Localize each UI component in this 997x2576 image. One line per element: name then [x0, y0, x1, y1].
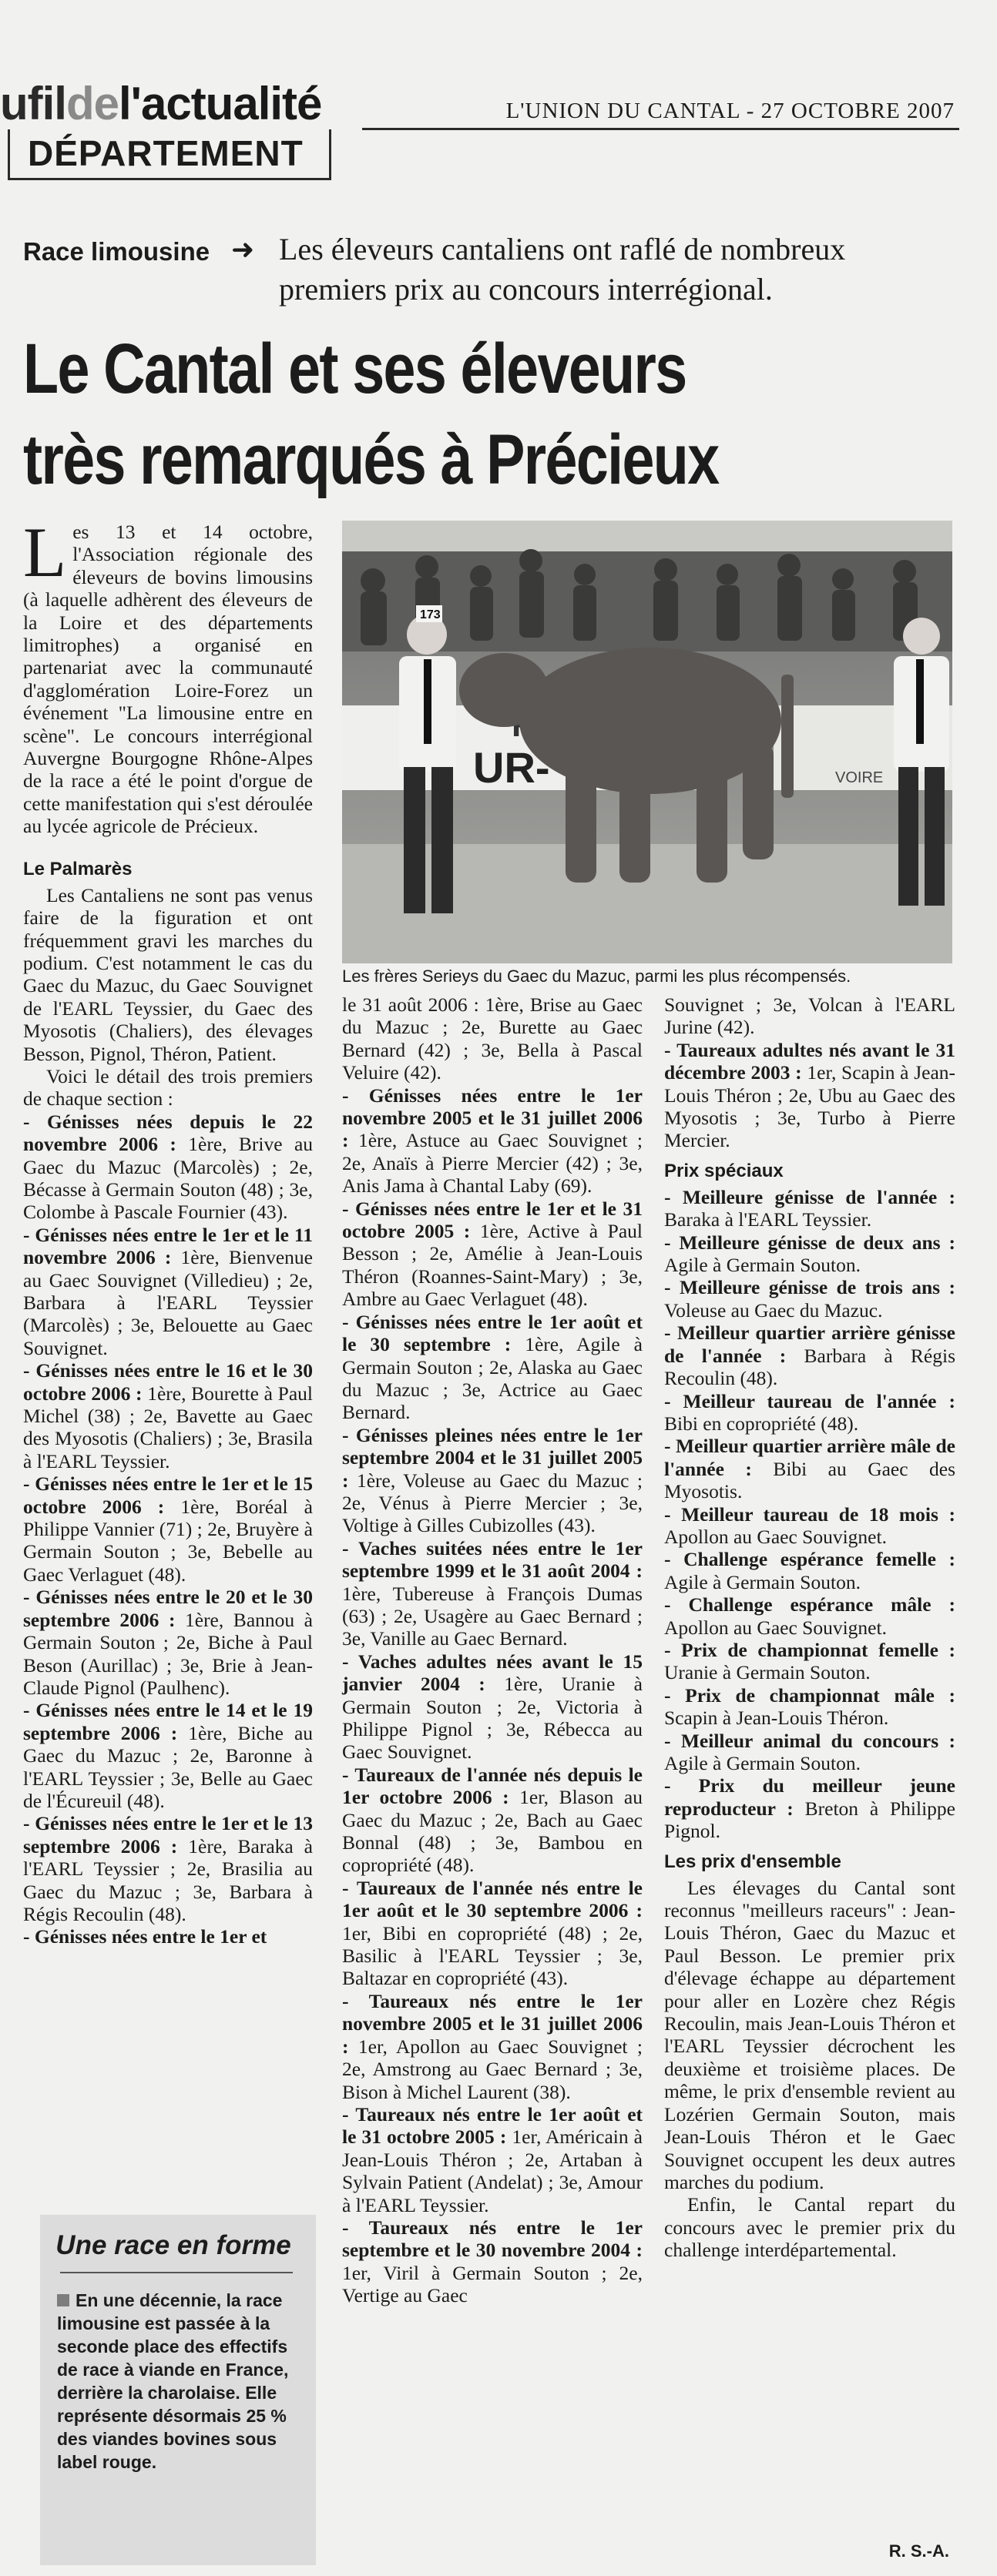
- headline-line-1: Le Cantal et ses éleveurs: [23, 330, 686, 408]
- result-text: Barbara à Régis Recoulin (48).: [664, 1344, 956, 1390]
- sidebar-text: En une décennie, la race limousine est passée à la seconde place des effectifs de race à viande en France, derrière la charolaise. Elle représente désormais 25 % des viandes bovines sous label rouge.: [57, 2290, 289, 2472]
- result-label: - Meilleure génisse de l'année :: [664, 1185, 955, 1208]
- result-text: Baraka à l'EARL Teyssier.: [664, 1208, 872, 1231]
- result-text: 1er, Scapin à Jean-Louis Théron ; 2e, Ubu au Gaec des Myosotis ; 3e, Turbo à Pierre Mercier.: [664, 1061, 956, 1152]
- result-entry: [664, 1503, 955, 1549]
- result-label: - Taureaux nés entre le 1er novembre 2005 et le 31 juillet 2006 :: [342, 1989, 643, 2058]
- results-list-3: [664, 993, 955, 1152]
- column-1: [23, 513, 314, 1948]
- cattle-photo-illustration: [342, 521, 952, 963]
- result-entry: [664, 993, 955, 1039]
- result-text: 1ère, Uranie à Germain Souton ; 2e, Victoria à Philippe Pignol ; 3e, Rébecca au Gaec Souvignet.: [342, 1673, 643, 1764]
- result-text: 1ère, Astuce au Gaec Souvignet ; 2e, Anaïs à Pierre Mercier (42) ; 3e, Anis Jama à Chantal Laby (69).: [342, 1129, 643, 1198]
- result-label: - Génisses nées depuis le 22 novembre 2006 :: [23, 1110, 313, 1156]
- result-entry: [664, 1321, 955, 1389]
- header-rule: [362, 128, 959, 130]
- rubric-actualite: l'actualité: [119, 78, 322, 129]
- result-text: Apollon au Gaec Souvignet.: [664, 1616, 887, 1639]
- result-entry: [23, 1110, 313, 1224]
- result-entry: [342, 2103, 643, 2216]
- author-signature: R. S.-A.: [888, 2541, 949, 2561]
- result-entry: [664, 1548, 955, 1593]
- result-text: Apollon au Gaec Souvignet.: [664, 1525, 887, 1548]
- result-text: Agile à Germain Souton.: [664, 1570, 861, 1593]
- photo-caption: Les frères Serieys du Gaec du Mazuc, parmi les plus récompensés.: [342, 966, 851, 986]
- result-text: Uranie à Germain Souton.: [664, 1661, 871, 1684]
- result-text: Voleuse au Gaec du Mazuc.: [664, 1298, 883, 1321]
- special-prizes-heading: Prix spéciaux: [664, 1160, 784, 1181]
- result-label: - Génisses pleines nées entre le 1er septembre 2004 et le 31 juillet 2005 :: [342, 1423, 643, 1492]
- result-entry: [342, 2216, 643, 2307]
- result-label: - Génisses nées entre le 1er et le 15 octobre 2006 :: [23, 1472, 313, 1518]
- special-prizes-list: [664, 1186, 955, 1843]
- result-label: - Taureaux nés entre le 1er août et le 31 octobre 2005 :: [342, 2102, 643, 2149]
- result-entry: [664, 1639, 955, 1684]
- rubric-de: de: [65, 78, 119, 129]
- results-list-1: [23, 1110, 313, 1948]
- result-text: Souvignet ; 3e, Volcan à l'EARL Jurine (42).: [664, 993, 955, 1039]
- result-label: - Génisses nées entre le 1er et le 11 novembre 2006 :: [23, 1223, 313, 1269]
- result-entry: [23, 1359, 313, 1472]
- result-label: - Génisses nées entre le 16 et le 30 octobre 2006 :: [23, 1359, 313, 1405]
- result-entry: [664, 1231, 955, 1277]
- result-entry: [342, 993, 643, 1084]
- square-bullet-icon: [57, 2294, 69, 2306]
- result-entry: [342, 1198, 643, 1311]
- result-text: 1ère, Bourette à Paul Michel (38) ; 2e, Bavette au Gaec des Myosotis (Chaliers) ; 3e, Brasila à l'EARL Teyssier.: [23, 1382, 313, 1472]
- result-label: - Meilleure génisse de trois ans :: [664, 1276, 955, 1299]
- result-text: 1ère, Biche au Gaec du Mazuc ; 2e, Baronne à l'EARL Teyssier ; 3e, Belle au Gaec de l'Écureuil (48).: [23, 1721, 314, 1812]
- result-label: - Prix de championnat mâle :: [664, 1683, 955, 1707]
- result-label: - Génisses nées entre le 1er et: [23, 1925, 267, 1948]
- result-text: 1ère, Baraka à l'EARL Teyssier ; 2e, Brasilia au Gaec du Mazuc ; 3e, Barbara à Régis Recoulin (48).: [23, 1834, 313, 1925]
- ensemble-heading: Les prix d'ensemble: [664, 1851, 841, 1872]
- result-text: 1er, Viril à Germain Souton ; 2e, Vertige au Gaec: [342, 2261, 643, 2307]
- result-text: Scapin à Jean-Louis Théron.: [664, 1707, 889, 1730]
- result-label: - Meilleur quartier arrière mâle de l'année :: [664, 1435, 955, 1480]
- result-label: - Meilleur taureau de 18 mois :: [664, 1502, 955, 1526]
- sidebar-rule: [60, 2272, 293, 2273]
- result-entry: [23, 1812, 313, 1925]
- result-text: Bibi en copropriété (48).: [664, 1412, 859, 1435]
- result-label: - Meilleur taureau de l'année :: [664, 1389, 955, 1412]
- result-text: 1ère, Bannou à Germain Souton ; 2e, Biche à Paul Beson (Aurillac) ; 3e, Brie à Jean-Claude Pignol (Paulhenc).: [23, 1608, 314, 1699]
- article-photo: [342, 521, 952, 963]
- result-text: 1er, Blason au Gaec du Mazuc ; 2e, Bach au Gaec Bonnal (48) ; 3e, Bambou en copropriété (48).: [342, 1786, 643, 1877]
- result-label: - Taureaux nés entre le 1er septembre et le 30 novembre 2004 :: [342, 2216, 643, 2262]
- kicker-tag: Race limousine: [23, 237, 210, 266]
- result-label: - Challenge espérance mâle :: [664, 1593, 955, 1616]
- ensemble-paragraph-1: Les élevages du Cantal sont reconnus "meilleurs raceurs" : Jean-Louis Théron, Gaec du Mazuc et Paul Besson. Le premier prix d'élevage échappe au département pour aller en Lozère chez Régis Recoulin, mais Jean-Louis Théron et l'EARL Teyssier décrochent les deuxième et troisième places. De même, le prix d'ensemble revient au Lozérien Germain Souton, mais Jean-Louis Théron et le Gaec Souvignet occupent les deux autres marches du podium.: [664, 1876, 955, 2193]
- result-entry: [664, 1276, 955, 1321]
- result-entry: [664, 1593, 955, 1639]
- result-text: 1ère, Voleuse au Gaec du Mazuc ; 2e, Vénus à Pierre Mercier ; 3e, Voltige à Gilles Cubizolles (43).: [342, 1469, 643, 1537]
- paper-date: L'UNION DU CANTAL - 27 OCTOBRE 2007: [505, 99, 955, 123]
- palmares-intro-2: Voici le détail des trois premiers de chaque section :: [23, 1064, 313, 1110]
- result-text: 1ère, Active à Paul Besson ; 2e, Amélie à Jean-Louis Théron (Roannes-Saint-Mary) ; 3e, Ambre au Gaec Verlaguet (48).: [342, 1220, 643, 1311]
- animal-tag-number: 173: [420, 608, 441, 621]
- palmares-heading: Le Palmarès: [23, 858, 133, 879]
- result-entry: [342, 1650, 643, 1764]
- result-text: 1ère, Boréal à Philippe Vannier (71) ; 2e, Bruyère à Germain Souton ; 3e, Bebelle au Gaec Verlaguet (48).: [23, 1495, 313, 1586]
- arrow-right-icon: ➜: [231, 234, 255, 266]
- result-label: - Challenge espérance femelle :: [664, 1548, 955, 1571]
- section-label: DÉPARTEMENT: [28, 133, 304, 173]
- result-label: - Taureaux de l'année nés entre le 1er août et le 30 septembre 2006 :: [342, 1876, 643, 1922]
- result-label: - Génisses nées entre le 1er et le 31 octobre 2005 :: [342, 1197, 643, 1243]
- result-entry: [23, 1586, 313, 1699]
- result-text: 1er, Apollon au Gaec Souvignet ; 2e, Amstrong au Gaec Bernard ; 3e, Bison à Michel Laurent (38).: [342, 2035, 643, 2103]
- result-entry: [342, 1311, 643, 1424]
- result-text: 1er, Bibi en copropriété (48) ; 2e, Basilic à l'EARL Teyssier ; 3e, Baltazar en copropriété (43).: [342, 1921, 643, 1990]
- result-text: Agile à Germain Souton.: [664, 1254, 861, 1277]
- result-entry: [664, 1730, 955, 1775]
- result-label: - Meilleure génisse de deux ans :: [664, 1231, 955, 1254]
- result-text: 1ère, Tubereuse à François Dumas (63) ; 2e, Usagère au Gaec Bernard ; 3e, Vanille au Gaec Bernard.: [342, 1582, 643, 1650]
- dropcap: L: [23, 513, 67, 591]
- column-2: [342, 993, 643, 2307]
- result-label: - Génisses nées entre le 20 et le 30 septembre 2006 :: [23, 1586, 313, 1631]
- result-entry: [342, 1877, 643, 1990]
- result-label: - Vaches adultes nées avant le 15 janvier 2004 :: [342, 1650, 643, 1696]
- result-label: - Meilleur animal du concours :: [664, 1729, 955, 1752]
- result-label: - Meilleur quartier arrière génisse de l'année :: [664, 1321, 955, 1367]
- result-entry: [23, 1699, 313, 1812]
- result-text: Breton à Philippe Pignol.: [664, 1797, 955, 1843]
- result-entry: [342, 1990, 643, 2103]
- result-label: - Taureaux de l'année nés depuis le 1er octobre 2006 :: [342, 1763, 643, 1809]
- result-entry: [23, 1224, 313, 1359]
- result-entry: [342, 1764, 643, 1877]
- result-label: - Prix de championnat femelle :: [664, 1638, 955, 1661]
- result-label: - Vaches suitées nées entre le 1er septembre 1999 et le 31 août 2004 :: [342, 1536, 643, 1583]
- headline-line-2: très remarqués à Précieux: [23, 420, 719, 499]
- result-entry: [664, 1684, 955, 1730]
- result-text: Agile à Germain Souton.: [664, 1752, 861, 1774]
- kicker-subtitle: Les éleveurs cantaliens ont raflé de nombreux premiers prix au concours interrégional.: [279, 232, 846, 307]
- rubric-logo: [0, 77, 321, 130]
- headline: [23, 323, 807, 505]
- result-entry: [664, 1774, 955, 1842]
- banner-text-2: UR-: [473, 743, 550, 792]
- result-entry: [342, 1084, 643, 1198]
- palmares-intro: Les Cantaliens ne sont pas venus faire de la figuration et ont fréquemment gravi les marches du podium. C'est notamment le cas du Gaec du Mazuc, du Gaec Souvignet de l'EARL Teyssier, du Gaec des Myosotis (Chaliers), des élevages Besson, Pignol, Théron, Patient.: [23, 883, 313, 1065]
- sign-text: VOIRE: [835, 769, 884, 786]
- result-text: Bibi au Gaec des Myosotis.: [664, 1457, 956, 1503]
- result-entry: [342, 1537, 643, 1650]
- rubric-fil: ufil: [0, 78, 66, 129]
- result-label: - Génisses nées entre le 1er novembre 2005 et le 31 juillet 2006 :: [342, 1084, 643, 1152]
- result-label: - Prix du meilleur jeune reproducteur :: [664, 1774, 955, 1820]
- result-text: 1er, Américain à Jean-Louis Théron ; 2e, Artaban à Sylvain Patient (Andelat) ; 3e, Amour à l'EARL Teyssier.: [342, 2125, 643, 2216]
- lede-paragraph: Les 13 et 14 octobre, l'Association régionale des éleveurs de bovins limousins (à laquelle adhèrent des éleveurs de la Loire et des départements limitrophes) a organisé en partenariat avec la communauté d'agglomération Loire-Forez un événement "La limousine entre en scène". Le concours interrégional Auvergne Bourgogne Rhône-Alpes de la race a été le point d'orgue de cette manifestation qui s'est déroulée au lycée agricole de Précieux.: [23, 513, 313, 838]
- result-label: - Taureaux adultes nés avant le 31 décembre 2003 :: [664, 1038, 955, 1084]
- result-entry: [664, 1186, 955, 1231]
- column-3: [664, 993, 955, 2262]
- result-entry: [342, 1424, 643, 1537]
- result-text: 1ère, Agile à Germain Souton ; 2e, Alaska au Gaec du Mazuc ; 3e, Actrice au Gaec Bernard.: [342, 1333, 643, 1424]
- ensemble-paragraph-2: Enfin, le Cantal repart du concours avec le premier prix du challenge interdépartemental.: [664, 2193, 955, 2262]
- result-label: - Génisses nées entre le 1er et le 13 septembre 2006 :: [23, 1812, 313, 1857]
- result-entry: [23, 1472, 313, 1586]
- result-text: 1ère, Brive au Gaec du Mazuc (Marcolès) ; 2e, Bécasse à Germain Souton (48) ; 3e, Colombe à Pascale Fournier (43).: [23, 1133, 314, 1224]
- result-text: le 31 août 2006 : 1ère, Brise au Gaec du Mazuc ; 2e, Burette au Gaec Bernard (42) ; 3e, Bella à Pascal Veluire (42).: [342, 993, 643, 1084]
- sidebar-title: Une race en forme: [55, 2230, 291, 2260]
- result-entry: [664, 1435, 955, 1502]
- result-entry: [23, 1925, 313, 1948]
- result-entry: [664, 1039, 955, 1152]
- result-label: - Génisses nées entre le 1er août et le 30 septembre :: [342, 1310, 643, 1356]
- result-text: 1ère, Bienvenue au Gaec Souvignet (Villedieu) ; 2e, Barbara à l'EARL Teyssier (Marcolès) ; 3e, Belouette au Gaec Souvignet.: [23, 1246, 313, 1359]
- result-entry: [664, 1390, 955, 1435]
- result-label: - Génisses nées entre le 14 et le 19 septembre 2006 :: [23, 1699, 313, 1744]
